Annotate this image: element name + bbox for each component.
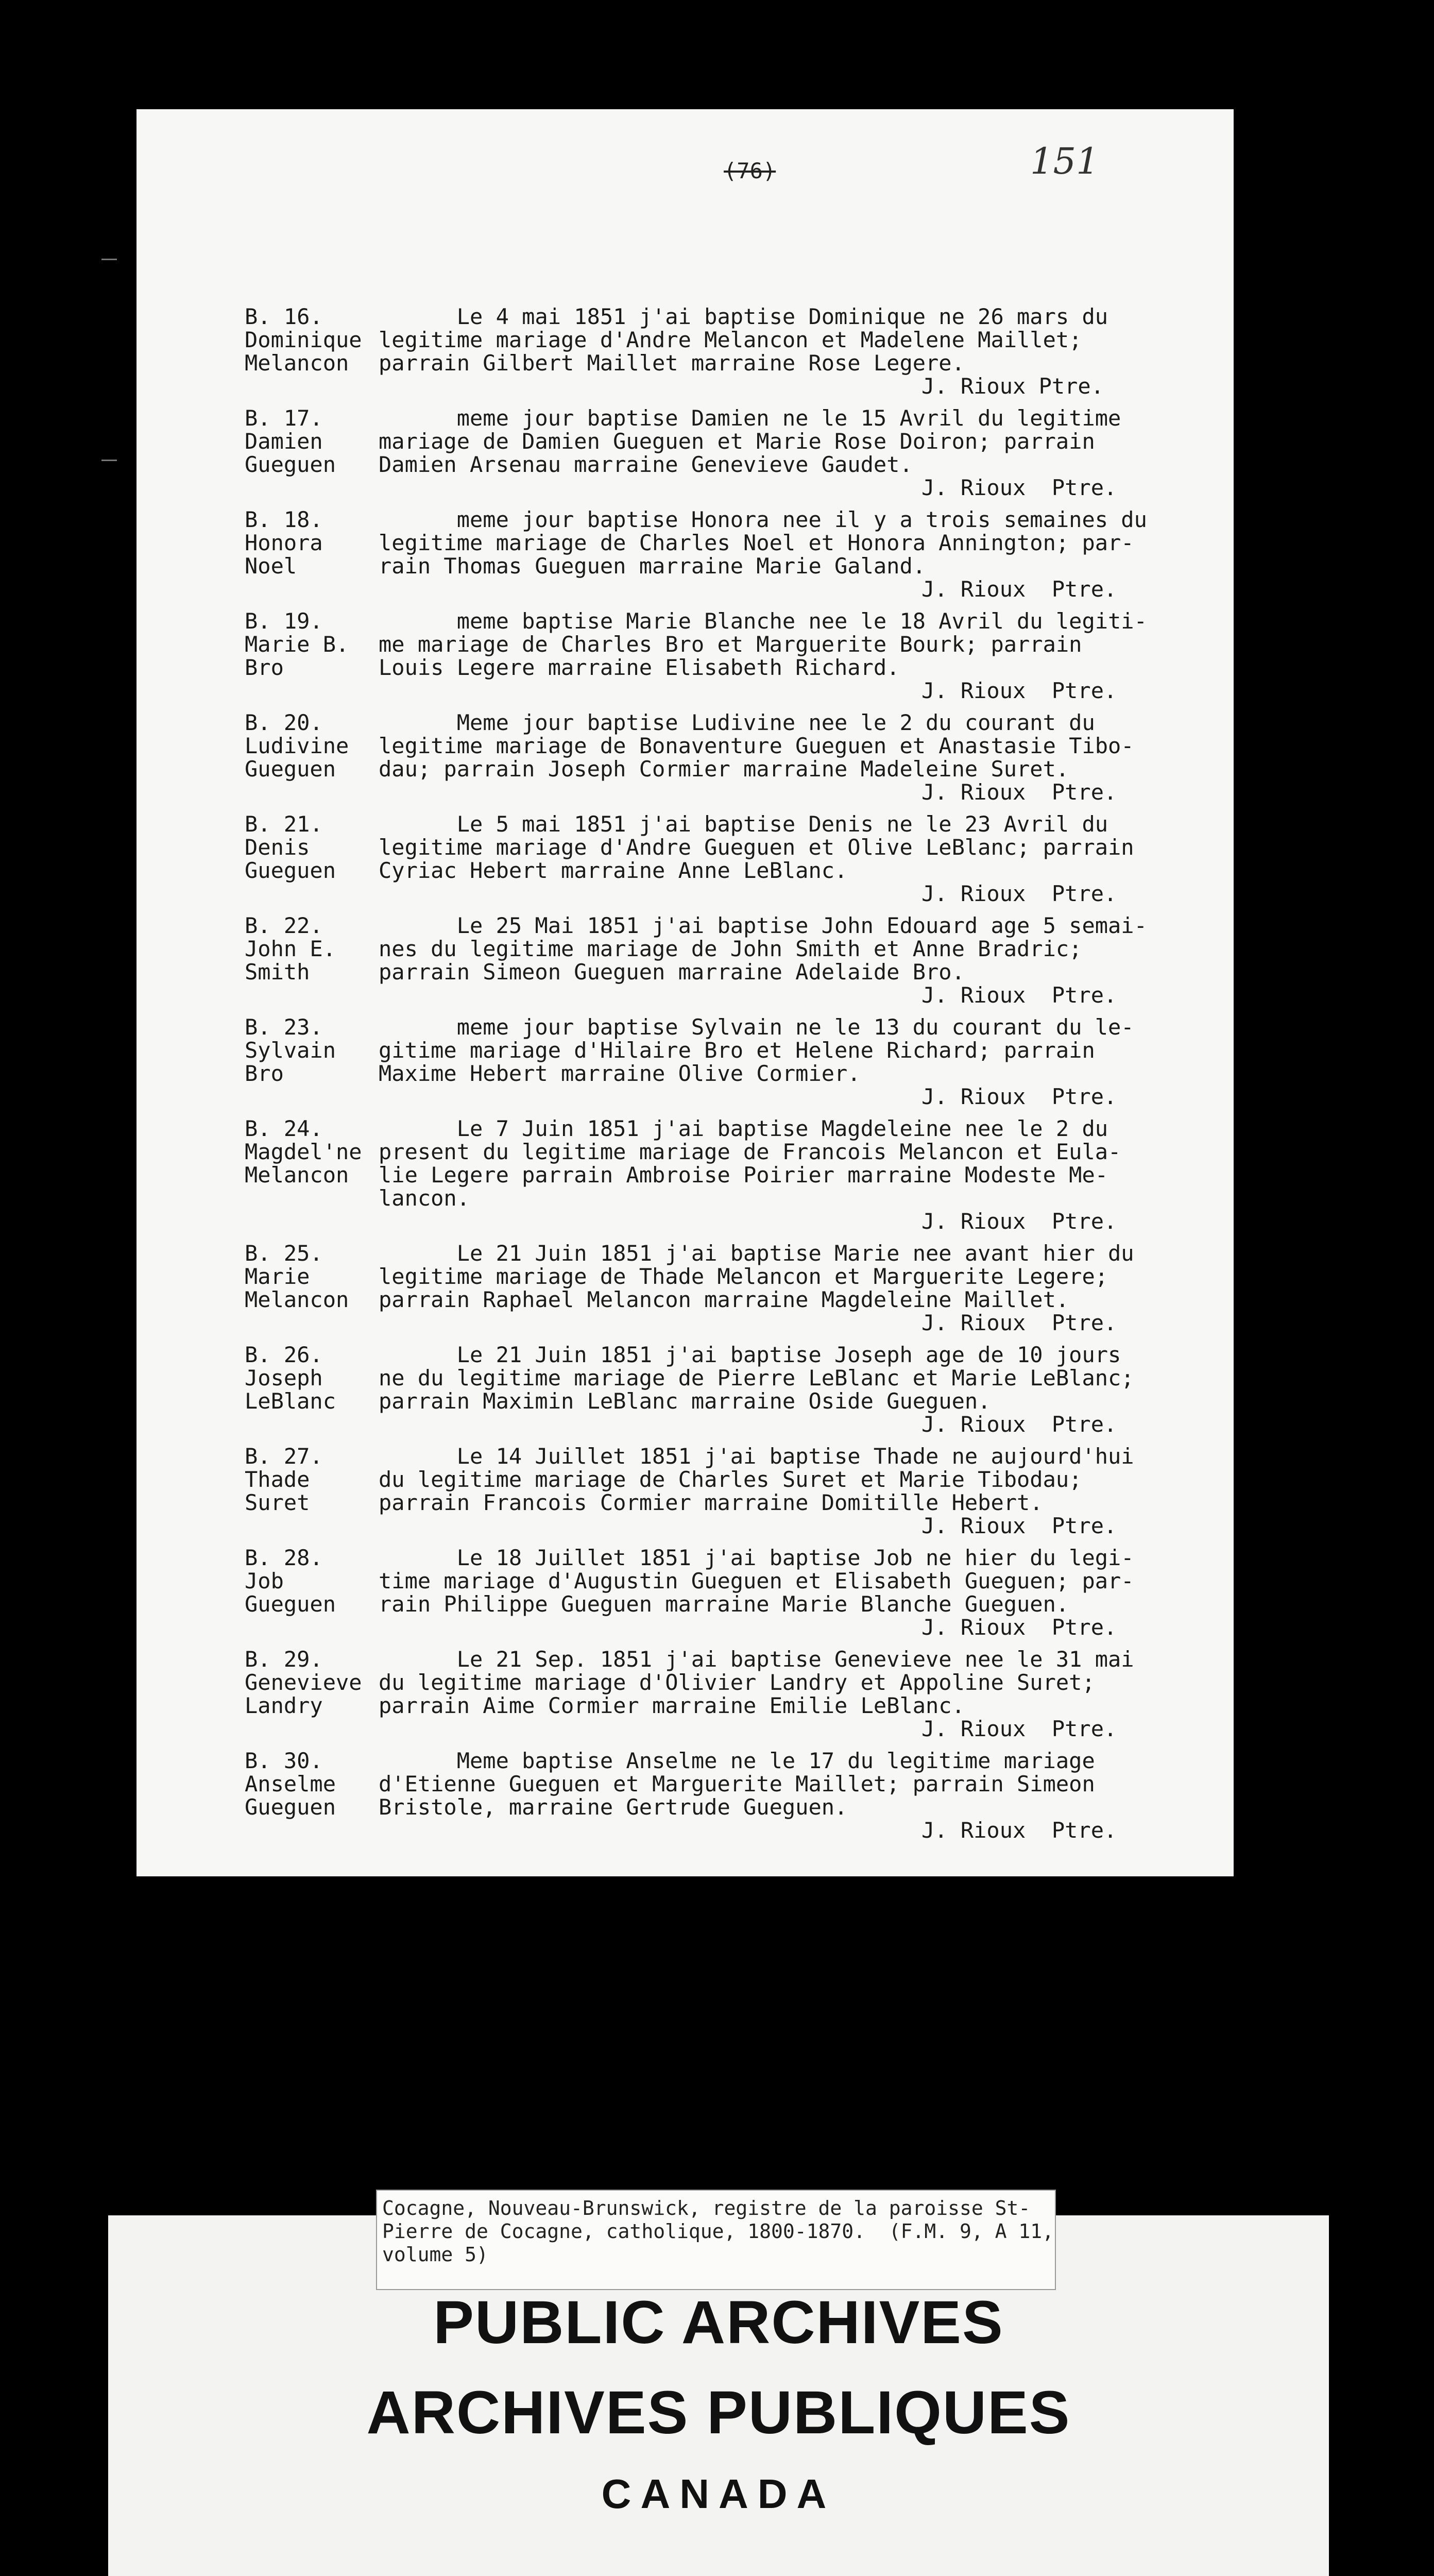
- priest-signature: J. Rioux Ptre.: [921, 1716, 1117, 1741]
- margin-line: B. 27.: [245, 1444, 323, 1469]
- margin-line: John E.: [245, 936, 336, 961]
- entry-line: Le 5 mai 1851 j'ai baptise Denis ne le 23 Avril du: [379, 811, 1108, 837]
- margin-line: B. 16.: [245, 304, 323, 329]
- margin-line: B. 29.: [245, 1647, 323, 1672]
- margin-line: Magdel'ne: [245, 1139, 362, 1164]
- entry-line: Maxime Hebert marraine Olive Cormier.: [379, 1061, 861, 1086]
- entry-line: Cyriac Hebert marraine Anne LeBlanc.: [379, 858, 848, 883]
- margin-line: B. 25.: [245, 1241, 323, 1266]
- baptism-entry: [245, 305, 1192, 398]
- entry-line: Le 25 Mai 1851 j'ai baptise John Edouard age 5 semai-: [379, 913, 1147, 938]
- margin-line: Bro: [245, 1061, 284, 1086]
- entry-text: [379, 1343, 1192, 1436]
- entry-margin-note: [245, 609, 379, 702]
- entry-text: [379, 1749, 1192, 1842]
- priest-signature: J. Rioux Ptre.: [921, 1615, 1117, 1640]
- baptism-entry: [245, 914, 1192, 1007]
- margin-line: Gueguen: [245, 1591, 336, 1617]
- entry-margin-note: [245, 1749, 379, 1842]
- entry-line: legitime mariage de Bonaventure Gueguen et Anastasie Tibo-: [379, 733, 1134, 758]
- entry-text: [379, 1242, 1192, 1334]
- entry-line: ne du legitime mariage de Pierre LeBlanc et Marie LeBlanc;: [379, 1365, 1134, 1391]
- margin-line: B. 24.: [245, 1116, 323, 1141]
- entry-line: parrain Simeon Gueguen marraine Adelaide Bro.: [379, 959, 965, 985]
- entry-line: Le 21 Juin 1851 j'ai baptise Joseph age de 10 jours: [379, 1342, 1121, 1367]
- entry-line: meme baptise Marie Blanche nee le 18 Avril du legiti-: [379, 608, 1147, 634]
- entry-text: [379, 305, 1192, 398]
- priest-signature: J. Rioux Ptre.: [921, 1310, 1117, 1335]
- priest-signature: J. Rioux Ptre.: [921, 678, 1117, 703]
- baptism-entry: [245, 508, 1192, 601]
- margin-line: Gueguen: [245, 756, 336, 782]
- caption-line: Pierre de Cocagne, catholique, 1800-1870. (F.M. 9, A 11,: [382, 2220, 1054, 2243]
- margin-line: LeBlanc: [245, 1388, 336, 1414]
- entry-text: [379, 1015, 1192, 1108]
- baptism-entry: [245, 711, 1192, 804]
- entry-line: time mariage d'Augustin Gueguen et Elisabeth Gueguen; par-: [379, 1568, 1134, 1594]
- entry-line: Le 4 mai 1851 j'ai baptise Dominique ne 26 mars du: [379, 304, 1108, 329]
- margin-line: Job: [245, 1568, 284, 1594]
- entry-line: Le 21 Sep. 1851 j'ai baptise Genevieve nee le 31 mai: [379, 1647, 1134, 1672]
- entry-line: parrain Maximin LeBlanc marraine Oside Gueguen.: [379, 1388, 991, 1414]
- priest-signature: J. Rioux Ptre.: [921, 1209, 1117, 1234]
- entry-line: parrain Aime Cormier marraine Emilie LeBlanc.: [379, 1693, 965, 1718]
- entry-line: meme jour baptise Damien ne le 15 Avril du legitime: [379, 405, 1121, 431]
- entry-line: dau; parrain Joseph Cormier marraine Madeleine Suret.: [379, 756, 1069, 782]
- entry-margin-note: [245, 1445, 379, 1537]
- margin-tick: [101, 259, 117, 260]
- margin-line: Melancon: [245, 1162, 349, 1188]
- entry-margin-note: [245, 1343, 379, 1436]
- margin-line: B. 28.: [245, 1545, 323, 1570]
- margin-line: Melancon: [245, 1287, 349, 1312]
- baptism-entry: [245, 1015, 1192, 1108]
- baptism-entry: [245, 1445, 1192, 1537]
- baptism-entry: [245, 812, 1192, 905]
- entry-line: lie Legere parrain Ambroise Poirier marraine Modeste Me-: [379, 1162, 1108, 1188]
- entry-line: rain Thomas Gueguen marraine Marie Galand.: [379, 553, 926, 579]
- priest-signature: J. Rioux Ptre.: [921, 1513, 1117, 1538]
- margin-line: Genevieve: [245, 1670, 362, 1695]
- margin-line: Landry: [245, 1693, 323, 1718]
- margin-line: Sylvain: [245, 1038, 336, 1063]
- entry-margin-note: [245, 1546, 379, 1639]
- archives-publiques-heading: ARCHIVES PUBLIQUES: [366, 2379, 1071, 2447]
- baptism-entry: [245, 1648, 1192, 1740]
- margin-line: Bro: [245, 655, 284, 680]
- entry-line: present du legitime mariage de Francois Melancon et Eula-: [379, 1139, 1121, 1164]
- entry-line: meme jour baptise Sylvain ne le 13 du courant du le-: [379, 1014, 1134, 1040]
- margin-line: B. 26.: [245, 1342, 323, 1367]
- entry-line: Le 18 Juillet 1851 j'ai baptise Job ne hier du legi-: [379, 1545, 1134, 1570]
- entry-line: parrain Gilbert Maillet marraine Rose Legere.: [379, 350, 965, 376]
- folio-number: 151: [1030, 140, 1099, 182]
- entry-line: lancon.: [379, 1185, 470, 1211]
- baptism-entries: [245, 305, 1192, 1851]
- entry-text: [379, 609, 1192, 702]
- entry-text: [379, 1546, 1192, 1639]
- margin-line: Gueguen: [245, 858, 336, 883]
- entry-line: Bristole, marraine Gertrude Gueguen.: [379, 1794, 848, 1820]
- entry-text: [379, 1648, 1192, 1740]
- margin-line: Denis: [245, 835, 310, 860]
- entry-margin-note: [245, 1015, 379, 1108]
- entry-line: rain Philippe Gueguen marraine Marie Blanche Gueguen.: [379, 1591, 1069, 1617]
- margin-line: Suret: [245, 1490, 310, 1515]
- entry-margin-note: [245, 1242, 379, 1334]
- baptism-entry: [245, 609, 1192, 702]
- entry-text: [379, 812, 1192, 905]
- margin-line: B. 22.: [245, 913, 323, 938]
- entry-line: du legitime mariage de Charles Suret et Marie Tibodau;: [379, 1467, 1082, 1492]
- baptism-entry: [245, 1546, 1192, 1639]
- entry-line: legitime mariage d'Andre Melancon et Madelene Maillet;: [379, 327, 1082, 352]
- baptism-entry: [245, 1242, 1192, 1334]
- entry-margin-note: [245, 1117, 379, 1233]
- entry-line: legitime mariage d'Andre Gueguen et Olive LeBlanc; parrain: [379, 835, 1134, 860]
- priest-signature: J. Rioux Ptre.: [921, 881, 1117, 906]
- margin-line: B. 30.: [245, 1748, 323, 1773]
- archive-caption: [376, 2190, 1056, 2290]
- entry-line: Le 21 Juin 1851 j'ai baptise Marie nee avant hier du: [379, 1241, 1134, 1266]
- entry-line: mariage de Damien Gueguen et Marie Rose Doiron; parrain: [379, 429, 1095, 454]
- entry-text: [379, 914, 1192, 1007]
- margin-line: Damien: [245, 429, 323, 454]
- entry-text: [379, 1445, 1192, 1537]
- entry-margin-note: [245, 1648, 379, 1740]
- canada-heading: CANADA: [601, 2471, 836, 2517]
- entry-text: [379, 711, 1192, 804]
- entry-line: Le 7 Juin 1851 j'ai baptise Magdeleine nee le 2 du: [379, 1116, 1108, 1141]
- entry-line: parrain Raphael Melancon marraine Magdeleine Maillet.: [379, 1287, 1069, 1312]
- margin-line: Honora: [245, 530, 323, 555]
- margin-line: B. 17.: [245, 405, 323, 431]
- entry-margin-note: [245, 711, 379, 804]
- margin-line: B. 18.: [245, 507, 323, 532]
- entry-line: gitime mariage d'Hilaire Bro et Helene Richard; parrain: [379, 1038, 1095, 1063]
- margin-line: Marie: [245, 1264, 310, 1289]
- baptism-entry: [245, 406, 1192, 499]
- entry-line: du legitime mariage d'Olivier Landry et Appoline Suret;: [379, 1670, 1095, 1695]
- margin-line: Thade: [245, 1467, 310, 1492]
- margin-line: B. 23.: [245, 1014, 323, 1040]
- margin-line: Anselme: [245, 1771, 336, 1797]
- public-archives-heading: PUBLIC ARCHIVES: [433, 2289, 1004, 2357]
- register-page: [136, 109, 1234, 1876]
- margin-tick: [101, 460, 117, 461]
- entry-margin-note: [245, 812, 379, 905]
- margin-line: Ludivine: [245, 733, 349, 758]
- margin-line: Gueguen: [245, 1794, 336, 1820]
- baptism-entry: [245, 1117, 1192, 1233]
- margin-line: Marie B.: [245, 632, 349, 657]
- caption-line: volume 5): [382, 2243, 488, 2266]
- margin-line: B. 19.: [245, 608, 323, 634]
- entry-margin-note: [245, 305, 379, 398]
- margin-line: Noel: [245, 553, 297, 579]
- priest-signature: J. Rioux Ptre.: [921, 1084, 1117, 1109]
- margin-line: B. 21.: [245, 811, 323, 837]
- priest-signature: J. Rioux Ptre.: [921, 374, 1104, 399]
- entry-line: Louis Legere marraine Elisabeth Richard.: [379, 655, 900, 680]
- priest-signature: J. Rioux Ptre.: [921, 1818, 1117, 1843]
- margin-line: Melancon: [245, 350, 349, 376]
- priest-signature: J. Rioux Ptre.: [921, 1412, 1117, 1437]
- entry-text: [379, 1117, 1192, 1233]
- entry-line: Meme baptise Anselme ne le 17 du legitime mariage: [379, 1748, 1095, 1773]
- margin-line: B. 20.: [245, 710, 323, 735]
- entry-line: parrain Francois Cormier marraine Domitille Hebert.: [379, 1490, 1043, 1515]
- page-number: (76): [724, 158, 776, 183]
- priest-signature: J. Rioux Ptre.: [921, 475, 1117, 500]
- entry-line: Meme jour baptise Ludivine nee le 2 du courant du: [379, 710, 1095, 735]
- priest-signature: J. Rioux Ptre.: [921, 982, 1117, 1008]
- baptism-entry: [245, 1749, 1192, 1842]
- entry-line: legitime mariage de Charles Noel et Honora Annington; par-: [379, 530, 1134, 555]
- entry-text: [379, 508, 1192, 601]
- baptism-entry: [245, 1343, 1192, 1436]
- entry-line: Damien Arsenau marraine Genevieve Gaudet.: [379, 452, 913, 477]
- margin-line: Dominique: [245, 327, 362, 352]
- entry-line: d'Etienne Gueguen et Marguerite Maillet; parrain Simeon: [379, 1771, 1095, 1797]
- priest-signature: J. Rioux Ptre.: [921, 577, 1117, 602]
- caption-line: Cocagne, Nouveau-Brunswick, registre de la paroisse St-: [382, 2197, 1031, 2219]
- entry-margin-note: [245, 508, 379, 601]
- entry-margin-note: [245, 406, 379, 499]
- margin-line: Gueguen: [245, 452, 336, 477]
- priest-signature: J. Rioux Ptre.: [921, 779, 1117, 805]
- entry-line: nes du legitime mariage de John Smith et Anne Bradric;: [379, 936, 1082, 961]
- margin-line: Smith: [245, 959, 310, 985]
- margin-line: Joseph: [245, 1365, 323, 1391]
- entry-line: meme jour baptise Honora nee il y a trois semaines du: [379, 507, 1147, 532]
- entry-margin-note: [245, 914, 379, 1007]
- entry-text: [379, 406, 1192, 499]
- entry-line: legitime mariage de Thade Melancon et Marguerite Legere;: [379, 1264, 1108, 1289]
- entry-line: Le 14 Juillet 1851 j'ai baptise Thade ne aujourd'hui: [379, 1444, 1134, 1469]
- entry-line: me mariage de Charles Bro et Marguerite Bourk; parrain: [379, 632, 1082, 657]
